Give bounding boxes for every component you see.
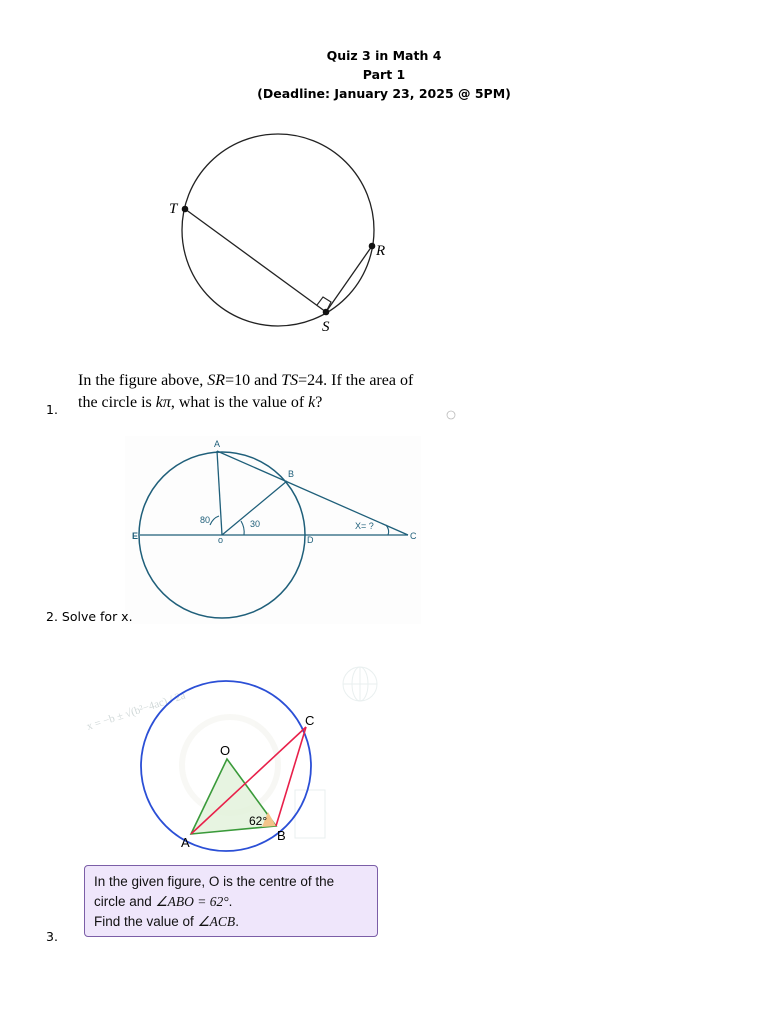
q1-var-k: k (308, 394, 316, 411)
small-circle-icon (446, 410, 456, 420)
q3-box-text-d: . (235, 914, 239, 929)
q3-label-b: B (277, 828, 286, 843)
q3-box-text-c: Find the value of (94, 914, 198, 929)
q3-box-line-3 (94, 912, 369, 932)
quiz-part: Part 1 (362, 67, 406, 82)
q3-label-c: C (305, 713, 315, 728)
quiz-title: Quiz 3 in Math 4 (326, 48, 442, 63)
q1-point-t (182, 206, 189, 213)
q2-label-d: D (307, 535, 314, 545)
q3-problem-box (84, 865, 378, 937)
q1-line-2 (78, 392, 478, 414)
q3-number: 3. (46, 929, 58, 944)
q3-box-angle: ∠ABO = 62° (155, 894, 229, 909)
q3-box-line-1: In the given figure, O is the centre of the (94, 874, 335, 889)
q1-label-r: R (376, 243, 386, 259)
watermark-formula: x = −b ± √(b²−4ac) / 2a (85, 689, 187, 733)
q1-var-kpi: kπ (155, 394, 171, 411)
q3-box-text-a: circle and (94, 894, 156, 909)
q2-label-o: o (218, 535, 224, 545)
q2-label-e: E (132, 531, 139, 541)
q1-var-sr: SR (207, 372, 226, 389)
q3-label-o: O (220, 743, 231, 758)
q3-label-a: A (181, 835, 190, 850)
q3-angle-label: 62° (249, 814, 268, 828)
q1-line-1 (78, 370, 478, 392)
q3-box-line-2 (94, 892, 369, 912)
q3-box-find: ∠ACB (197, 914, 236, 929)
q1-text-a: In the figure above, (78, 372, 208, 389)
q2-angle-30: 30 (250, 519, 261, 529)
q1-point-r (369, 243, 376, 250)
q1-chord-sr (326, 246, 372, 312)
q1-text-b: =10 and (225, 372, 282, 389)
q3-box-text-b: . (228, 894, 233, 909)
q1-text-d: the circle is (78, 394, 156, 411)
q2-angle-x: X= ? (355, 521, 374, 531)
q1-circle (182, 134, 374, 326)
q1-circle-figure (150, 118, 410, 343)
q2-circle-figure (125, 436, 425, 626)
q1-var-ts: TS (281, 372, 299, 389)
q2-number-text: 2. Solve for x. (46, 609, 133, 624)
q1-text-f: ? (315, 394, 323, 411)
q2-angle-80: 80 (200, 515, 211, 525)
q1-label-s: S (322, 319, 330, 335)
q2-label-a: A (214, 439, 221, 449)
q1-label-t: T (169, 201, 178, 217)
q1-text-e: , what is the value of (170, 394, 309, 411)
q1-problem-text (78, 370, 478, 414)
q1-point-s (323, 309, 330, 316)
q2-label-b: B (288, 469, 295, 479)
q1-number: 1. (46, 402, 58, 417)
quiz-deadline: (Deadline: January 23, 2025 @ 5PM) (257, 86, 511, 101)
q1-text-c: =24. If the area of (298, 372, 414, 389)
q3-circle-figure (80, 650, 400, 855)
q2-label-c: C (410, 531, 417, 541)
q1-chord-ts (185, 209, 326, 312)
